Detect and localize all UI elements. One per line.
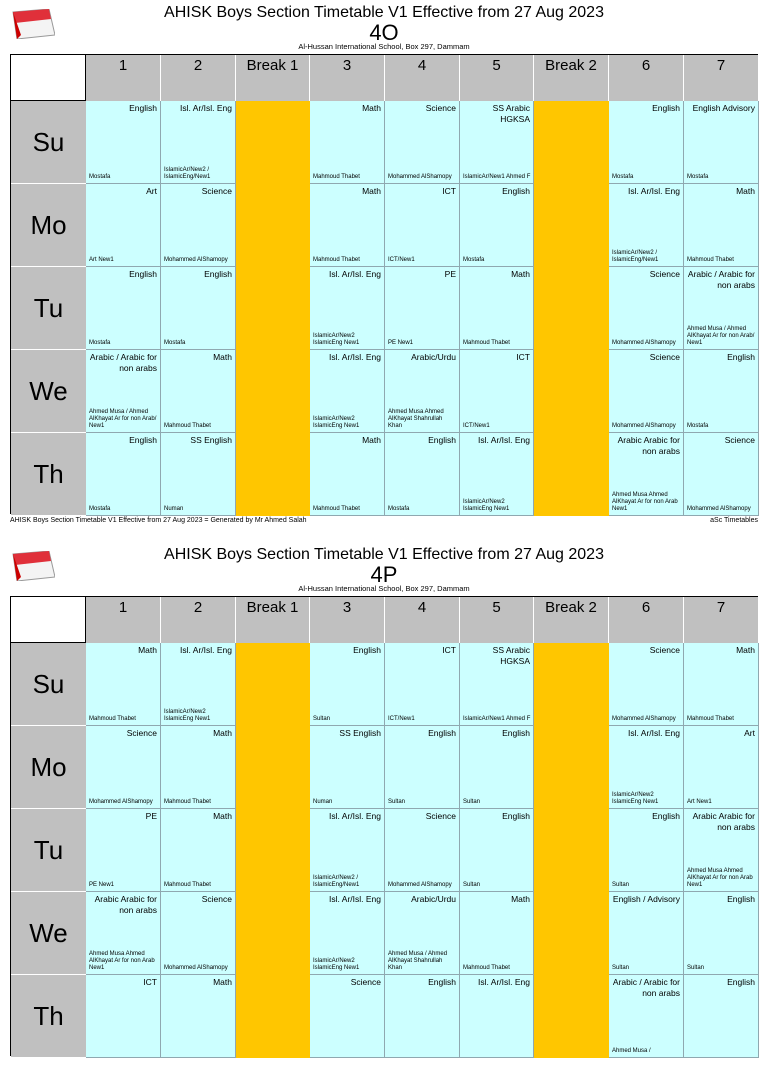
lesson-teacher: IslamicAr/New2 IslamicEng New1 [164, 709, 211, 722]
lesson-subject: English [129, 269, 157, 279]
lesson-subject: English [428, 977, 456, 987]
period-header: 5 [460, 597, 534, 643]
lesson-subject: Isl. Ar/Isl. Eng [329, 269, 381, 279]
lesson-cell [684, 101, 759, 184]
lesson-cell [310, 267, 385, 350]
lesson-teacher: Sultan [463, 882, 481, 888]
lesson-teacher: Ahmed Musa Ahmed AlKhayat Ar for non Arab New1 [612, 492, 678, 512]
period-header: 3 [310, 597, 385, 643]
lesson-subject: English [204, 269, 232, 279]
lesson-teacher: IslamicAr/New2 IslamicEng New1 [313, 333, 360, 346]
lesson-cell [385, 726, 460, 809]
lesson-cell [460, 433, 534, 516]
footer-left: AHISK Boys Section Timetable V1 Effective from 27 Aug 2023 = Generated by Mr Ahmed Salah [10, 517, 307, 524]
period-header: Break 1 [236, 55, 310, 101]
lesson-teacher: IslamicAr/New2 IslamicEng New1 [463, 499, 510, 512]
lesson-teacher: ICT/New1 [388, 257, 415, 263]
lesson-cell [609, 267, 684, 350]
lesson-teacher: IslamicAr/New2 / IslamicEng/New1 [612, 250, 659, 263]
break-column [236, 101, 310, 516]
lesson-cell [86, 809, 161, 892]
lesson-cell [609, 892, 684, 975]
school-name: Al-Hussan International School, Box 297, Dammam [298, 42, 470, 51]
lesson-cell [460, 643, 534, 726]
lesson-teacher: IslamicAr/New2 / IslamicEng/New1 [313, 875, 360, 888]
lesson-subject: English [502, 811, 530, 821]
lesson-teacher: Mostafa [687, 423, 709, 429]
lesson-teacher: Mostafa [164, 340, 186, 346]
lesson-cell [609, 184, 684, 267]
lesson-teacher: Mostafa [388, 506, 410, 512]
timetable-title: AHISK Boys Section Timetable V1 Effective from 27 Aug 2023 [164, 546, 604, 563]
lesson-cell [86, 101, 161, 184]
lesson-cell [684, 726, 759, 809]
lesson-cell [310, 643, 385, 726]
lesson-teacher: Mahmoud Thabet [313, 506, 360, 512]
lesson-cell [161, 975, 236, 1058]
break-column [236, 643, 310, 1058]
timetable-grid [10, 596, 758, 1056]
lesson-cell [86, 350, 161, 433]
lesson-subject: Arabic/Urdu [411, 894, 456, 904]
period-header: 4 [385, 55, 460, 101]
lesson-cell [161, 726, 236, 809]
period-header: 2 [161, 55, 236, 101]
lesson-subject: English [727, 352, 755, 362]
timetable-4o [0, 0, 768, 540]
lesson-cell [161, 809, 236, 892]
lesson-cell [609, 726, 684, 809]
lesson-subject: Math [213, 811, 232, 821]
lesson-subject: English [502, 728, 530, 738]
lesson-teacher: Mahmoud Thabet [313, 174, 360, 180]
lesson-teacher: Numan [313, 799, 333, 805]
lesson-subject: Science [649, 645, 680, 655]
lesson-cell [460, 101, 534, 184]
lesson-subject: ICT [516, 352, 530, 362]
school-name: Al-Hussan International School, Box 297, Dammam [298, 584, 470, 593]
lesson-cell [385, 267, 460, 350]
lesson-cell [385, 101, 460, 184]
lesson-teacher: Sultan [313, 716, 331, 722]
lesson-subject: SS English [339, 728, 381, 738]
lesson-teacher: Mohammed AlShamopy [388, 882, 452, 888]
lesson-subject: English Advisory [692, 103, 755, 113]
lesson-teacher: Mohammed AlShamopy [687, 506, 751, 512]
lesson-cell [385, 643, 460, 726]
lesson-teacher: Mahmoud Thabet [164, 799, 211, 805]
lesson-subject: English / Advisory [612, 894, 680, 904]
lesson-cell [86, 892, 161, 975]
period-header: 7 [684, 55, 759, 101]
lesson-teacher: IslamicAr/New1 Ahmed F [463, 716, 531, 722]
lesson-teacher: Ahmed Musa / Ahmed AlKhayat Ar for non Arab/ New1 [687, 326, 755, 346]
lesson-subject: Science [201, 186, 232, 196]
day-label: Mo [11, 726, 86, 809]
lesson-subject: Math [213, 728, 232, 738]
lesson-teacher: IslamicAr/New2 IslamicEng New1 [313, 958, 360, 971]
lesson-teacher: Mostafa [89, 340, 111, 346]
lesson-subject: Science [724, 435, 755, 445]
lesson-subject: Isl. Ar/Isl. Eng [329, 894, 381, 904]
period-header: 1 [86, 55, 161, 101]
lesson-teacher: IslamicAr/New1 Ahmed F [463, 174, 531, 180]
lesson-cell [609, 809, 684, 892]
lesson-cell [161, 433, 236, 516]
lesson-teacher: Mohammed AlShamopy [164, 257, 228, 263]
lesson-teacher: Mostafa [463, 257, 485, 263]
lesson-cell [460, 975, 534, 1058]
lesson-cell [161, 643, 236, 726]
day-label: Th [11, 975, 86, 1058]
period-header: 2 [161, 597, 236, 643]
lesson-subject: English [428, 728, 456, 738]
period-header: 3 [310, 55, 385, 101]
lesson-cell [161, 184, 236, 267]
lesson-teacher: Sultan [463, 799, 481, 805]
lesson-teacher: PE New1 [388, 340, 414, 346]
lesson-cell [684, 184, 759, 267]
lesson-teacher: IslamicAr/New2 / IslamicEng/New1 [164, 167, 211, 180]
lesson-subject: English [652, 103, 680, 113]
lesson-subject: English [129, 103, 157, 113]
lesson-subject: Isl. Ar/Isl. Eng [180, 645, 232, 655]
lesson-teacher: Mohammed AlShamopy [388, 174, 452, 180]
break-column [534, 643, 609, 1058]
lesson-teacher: Art New1 [687, 799, 712, 805]
lesson-cell [684, 892, 759, 975]
lesson-subject: English [129, 435, 157, 445]
lesson-teacher: Mohammed AlShamopy [612, 340, 676, 346]
period-header: 6 [609, 55, 684, 101]
lesson-cell [310, 433, 385, 516]
lesson-teacher: Mahmoud Thabet [463, 340, 510, 346]
class-name: 4O [369, 20, 399, 45]
lesson-subject: Math [362, 435, 381, 445]
lesson-teacher: Ahmed Musa Ahmed AlKhayat Shahrullah Khan [388, 409, 444, 429]
day-label: We [11, 350, 86, 433]
lesson-subject: PE [145, 811, 157, 821]
lesson-subject: Isl. Ar/Isl. Eng [180, 103, 232, 113]
lesson-teacher: Mohammed AlShamopy [164, 965, 228, 971]
lesson-cell [310, 809, 385, 892]
lesson-teacher: IslamicAr/New2 IslamicEng New1 [612, 792, 659, 805]
lesson-cell [161, 892, 236, 975]
lesson-subject: PE [444, 269, 456, 279]
lesson-subject: Arabic / Arabic for non arabs [612, 977, 680, 998]
lesson-subject: ICT [442, 186, 456, 196]
footer [10, 516, 758, 525]
lesson-cell [161, 101, 236, 184]
lesson-cell [460, 350, 534, 433]
lesson-cell [609, 433, 684, 516]
lesson-cell [385, 350, 460, 433]
lesson-cell [609, 101, 684, 184]
lesson-cell [86, 643, 161, 726]
lesson-subject: Arabic Arabic for non arabs [617, 435, 680, 456]
lesson-subject: Science [201, 894, 232, 904]
lesson-subject: Arabic / Arabic for non arabs [687, 269, 755, 290]
lesson-teacher: Mohammed AlShamopy [89, 799, 153, 805]
timetable-title: AHISK Boys Section Timetable V1 Effective from 27 Aug 2023 [164, 4, 604, 21]
lesson-cell [86, 184, 161, 267]
lesson-teacher: Art New1 [89, 257, 114, 263]
lesson-cell [86, 433, 161, 516]
lesson-cell [310, 101, 385, 184]
lesson-cell [684, 809, 759, 892]
lesson-teacher: PE New1 [89, 882, 115, 888]
lesson-cell [161, 267, 236, 350]
lesson-cell [310, 726, 385, 809]
lesson-cell [310, 892, 385, 975]
day-label: Su [11, 101, 86, 184]
lesson-cell [161, 350, 236, 433]
lesson-subject: Isl. Ar/Isl. Eng [628, 186, 680, 196]
day-label: Th [11, 433, 86, 516]
lesson-subject: ICT [143, 977, 157, 987]
lesson-subject: Math [362, 103, 381, 113]
lesson-subject: Art [146, 186, 157, 196]
lesson-teacher: Ahmed Musa / [612, 1048, 651, 1054]
period-header: 5 [460, 55, 534, 101]
lesson-cell [609, 350, 684, 433]
period-header: Break 2 [534, 55, 609, 101]
lesson-cell [460, 184, 534, 267]
lesson-subject: Science [126, 728, 157, 738]
lesson-subject: Isl. Ar/Isl. Eng [329, 811, 381, 821]
day-label: Tu [11, 809, 86, 892]
lesson-subject: Isl. Ar/Isl. Eng [478, 977, 530, 987]
lesson-subject: Arabic/Urdu [411, 352, 456, 362]
lesson-teacher: Mohammed AlShamopy [612, 423, 676, 429]
lesson-subject: Math [736, 645, 755, 655]
lesson-subject: Isl. Ar/Isl. Eng [478, 435, 530, 445]
lesson-subject: English [428, 435, 456, 445]
lesson-cell [86, 975, 161, 1058]
lesson-subject: Science [350, 977, 381, 987]
lesson-cell [86, 267, 161, 350]
lesson-subject: Math [511, 269, 530, 279]
lesson-subject: Science [425, 103, 456, 113]
lesson-subject: English [502, 186, 530, 196]
lesson-subject: SS Arabic HGKSA [492, 103, 530, 124]
lesson-cell [86, 726, 161, 809]
lesson-subject: Arabic Arabic for non arabs [94, 894, 157, 915]
lesson-cell [684, 433, 759, 516]
lesson-teacher: Ahmed Musa / Ahmed AlKhayat Ar for non Arab/ New1 [89, 409, 157, 429]
lesson-teacher: Sultan [612, 965, 630, 971]
timetable-grid [10, 54, 758, 514]
lesson-subject: Arabic / Arabic for non arabs [89, 352, 157, 373]
lesson-subject: English [727, 977, 755, 987]
lesson-subject: SS Arabic HGKSA [492, 645, 530, 666]
lesson-subject: Science [425, 811, 456, 821]
day-label: Su [11, 643, 86, 726]
lesson-cell [684, 975, 759, 1058]
lesson-teacher: Ahmed Musa Ahmed AlKhayat Ar for non Arab New1 [89, 951, 155, 971]
lesson-subject: Math [362, 186, 381, 196]
lesson-teacher: Numan [164, 506, 184, 512]
lesson-cell [385, 433, 460, 516]
corner-cell [11, 597, 86, 643]
corner-cell [11, 55, 86, 101]
lesson-teacher: ICT/New1 [463, 423, 490, 429]
timetable-4p [0, 542, 768, 1082]
lesson-subject: English [727, 894, 755, 904]
day-label: Tu [11, 267, 86, 350]
lesson-teacher: Mahmoud Thabet [687, 716, 734, 722]
break-column [534, 101, 609, 516]
lesson-cell [385, 892, 460, 975]
lesson-subject: Math [213, 352, 232, 362]
lesson-cell [385, 809, 460, 892]
lesson-teacher: Mostafa [612, 174, 634, 180]
lesson-teacher: Mostafa [89, 506, 111, 512]
lesson-subject: Math [213, 977, 232, 987]
lesson-cell [310, 350, 385, 433]
lesson-teacher: Mahmoud Thabet [89, 716, 136, 722]
lesson-teacher: Ahmed Musa / Ahmed AlKhayat Shahrullah Khan [388, 951, 448, 971]
lesson-subject: Arabic Arabic for non arabs [692, 811, 755, 832]
lesson-cell [460, 726, 534, 809]
lesson-cell [684, 267, 759, 350]
lesson-teacher: Sultan [612, 882, 630, 888]
lesson-teacher: Mahmoud Thabet [313, 257, 360, 263]
lesson-teacher: Mostafa [89, 174, 111, 180]
lesson-cell [609, 643, 684, 726]
lesson-cell [460, 809, 534, 892]
lesson-subject: English [652, 811, 680, 821]
lesson-subject: SS English [190, 435, 232, 445]
lesson-teacher: Mostafa [687, 174, 709, 180]
lesson-subject: Art [744, 728, 755, 738]
lesson-cell [385, 975, 460, 1058]
period-header: 6 [609, 597, 684, 643]
day-label: We [11, 892, 86, 975]
lesson-cell [684, 350, 759, 433]
lesson-teacher: Mahmoud Thabet [687, 257, 734, 263]
lesson-cell [684, 643, 759, 726]
lesson-teacher: Ahmed Musa Ahmed AlKhayat Ar for non Arab New1 [687, 868, 753, 888]
lesson-cell [609, 975, 684, 1058]
lesson-teacher: IslamicAr/New2 IslamicEng New1 [313, 416, 360, 429]
class-name: 4P [370, 562, 398, 587]
lesson-cell [385, 184, 460, 267]
lesson-teacher: Mahmoud Thabet [463, 965, 510, 971]
lesson-teacher: Mohammed AlShamopy [612, 716, 676, 722]
day-label: Mo [11, 184, 86, 267]
lesson-subject: Math [511, 894, 530, 904]
lesson-subject: Isl. Ar/Isl. Eng [329, 352, 381, 362]
lesson-cell [310, 975, 385, 1058]
lesson-subject: ICT [442, 645, 456, 655]
period-header: 1 [86, 597, 161, 643]
lesson-cell [460, 267, 534, 350]
lesson-subject: Math [736, 186, 755, 196]
footer-right: aSc Timetables [710, 517, 758, 524]
lesson-teacher: Mahmoud Thabet [164, 882, 211, 888]
lesson-teacher: Sultan [388, 799, 406, 805]
lesson-subject: Science [649, 269, 680, 279]
lesson-teacher: Sultan [687, 965, 705, 971]
lesson-teacher: ICT/New1 [388, 716, 415, 722]
period-header: 7 [684, 597, 759, 643]
lesson-subject: Math [138, 645, 157, 655]
lesson-cell [310, 184, 385, 267]
lesson-cell [460, 892, 534, 975]
lesson-teacher: Mahmoud Thabet [164, 423, 211, 429]
period-header: Break 1 [236, 597, 310, 643]
lesson-subject: English [353, 645, 381, 655]
lesson-subject: Science [649, 352, 680, 362]
lesson-subject: Isl. Ar/Isl. Eng [628, 728, 680, 738]
period-header: 4 [385, 597, 460, 643]
period-header: Break 2 [534, 597, 609, 643]
